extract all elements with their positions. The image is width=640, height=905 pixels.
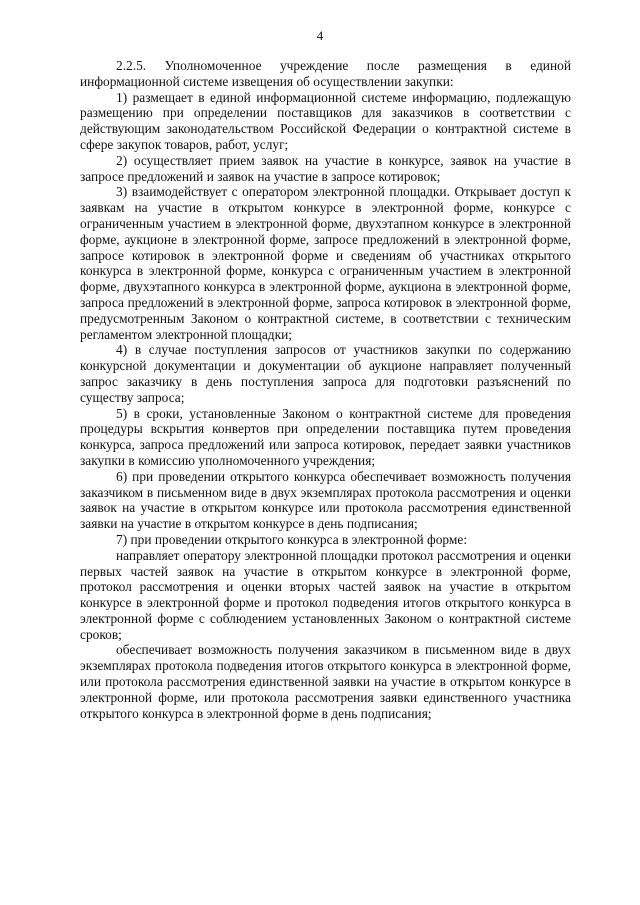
paragraph-item-5: 5) в сроки, установленные Законом о контрактной системе для проведения процедуры вскрытия конвертов при определении поставщика путем проведения конкурса, запроса предложений или запроса котировок, передает заявки участников закупки в комиссию уполномоченного учреждения; bbox=[80, 405, 571, 468]
paragraph-item-7: 7) при проведении открытого конкурса в электронной форме: bbox=[116, 531, 468, 547]
paragraph-item-1: 1) размещает в единой информационной системе информацию, подлежащую размещению при определении поставщиков для заказчиков в соответствии с действующим законодательством Российской Федерации о контрактной системе в сфере закупок товаров, работ, услуг; bbox=[80, 89, 571, 152]
paragraph-2-2-5: 2.2.5. Уполномоченное учреждение после размещения в единой информационной системе извещения об осуществлении закупки: bbox=[80, 58, 571, 89]
paragraph-item-2: 2) осуществляет прием заявок на участие в конкурсе, заявок на участие в запросе предложений и заявок на участие в запросе котировок; bbox=[80, 152, 571, 184]
page-number: 4 bbox=[316, 28, 324, 43]
paragraph-item-4: 4) в случае поступления запросов от участников закупки по содержанию конкурсной документации и документации об аукционе направляет полученный запрос заказчику в день поступления запроса для подготовки разъяснений по существу запроса; bbox=[80, 342, 571, 405]
paragraph-item-6: 6) при проведении открытого конкурса обеспечивает возможность получения заказчиком в письменном виде в двух экземплярах протокола рассмотрения и оценки заявок на участие в открытом конкурсе или протокола рассмотрения единственной заявки на участие в открытом конкурсе в день подписания; bbox=[80, 468, 571, 532]
document-body bbox=[80, 58, 571, 721]
paragraph-item-7-ensure-receipt: обеспечивает возможность получения заказчиком в письменном виде в двух экземплярах протокола подведения итогов открытого конкурса в электронной форме, или протокола рассмотрения единственной заявки на участие в открытом конкурсе в электронной форме, или протокола рассмотрения заявки единственного участника открытого конкурса в электронной форме в день подписания; bbox=[80, 642, 571, 721]
paragraph-item-7-send-protocols: направляет оператору электронной площадки протокол рассмотрения и оценки первых частей заявок на участие в открытом конкурсе в электронной форме, протокол рассмотрения и оценки вторых частей заявок на участие в открытом конкурсе в электронной форме и протокол подведения итогов открытого конкурса в электронной форме с соблюдением установленных Законом о контрактной системе сроков; bbox=[80, 547, 571, 642]
paragraph-item-3: 3) взаимодействует с оператором электронной площадки. Открывает доступ к заявкам на участие в открытом конкурсе в электронной форме, конкурсе с ограниченным участием в электронной форме, двухэтапном конкурсе в электронной форме, аукционе в электронной форме, запросе предложений в электронной форме, запросе котировок в электронной форме и сведениям об участниках открытого конкурса в электронной форме, конкурса с ограниченным участием в электронной форме, двухэтапного конкурса в электронной форме, аукциона в электронной форме, запроса предложений в электронной форме, запроса котировок в электронной форме, предусмотренным Законом о контрактной системе, в соответствии с техническим регламентом электронной площадки; bbox=[80, 184, 571, 342]
